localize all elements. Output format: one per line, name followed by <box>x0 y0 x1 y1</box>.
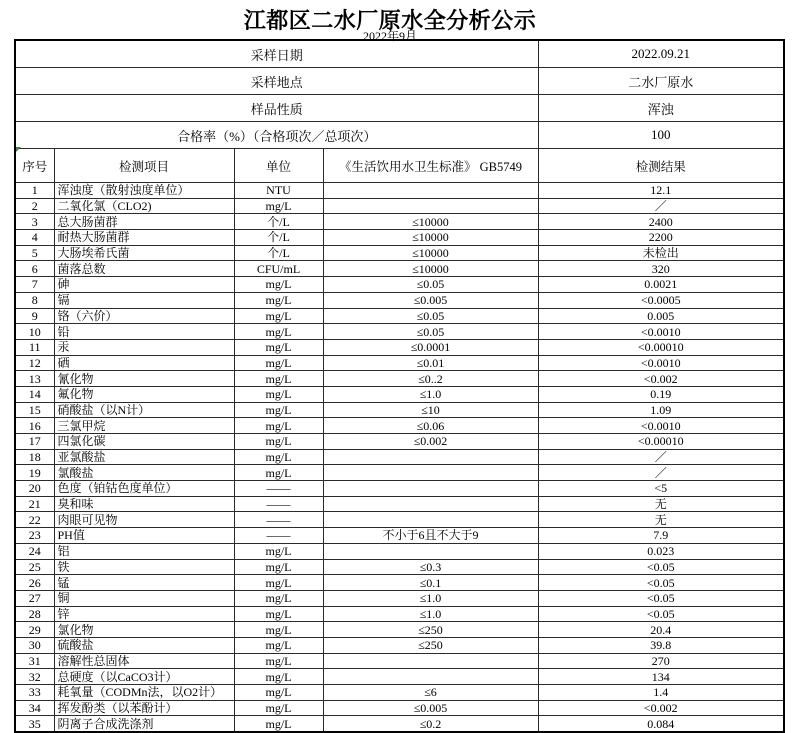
row-number-cell: 22 <box>15 512 54 528</box>
table-row <box>15 653 784 669</box>
row-number-cell: 8 <box>15 292 54 308</box>
item-cell: 硒 <box>54 355 234 371</box>
row-number-cell: 33 <box>15 685 54 701</box>
table-row <box>15 481 784 497</box>
unit-cell: mg/L <box>234 606 323 622</box>
table-row <box>15 418 784 434</box>
row-number-cell: 10 <box>15 324 54 340</box>
unit-cell: mg/L <box>234 590 323 606</box>
info-label: 采样日期 <box>15 40 538 68</box>
table-row <box>15 590 784 606</box>
result-cell: 0.0021 <box>538 277 784 293</box>
unit-cell: mg/L <box>234 653 323 669</box>
item-cell: 大肠埃希氏菌 <box>54 245 234 261</box>
standard-cell: ≤250 <box>323 622 538 638</box>
item-cell: 挥发酚类（以苯酚计） <box>54 700 234 716</box>
item-cell: 色度（铂钴色度单位） <box>54 481 234 497</box>
result-cell: 无 <box>538 512 784 528</box>
table-row <box>15 575 784 591</box>
result-cell: 1.09 <box>538 402 784 418</box>
standard-cell: ≤0.1 <box>323 575 538 591</box>
row-number-cell: 1 <box>15 183 54 199</box>
table-row <box>15 277 784 293</box>
unit-cell: mg/L <box>234 402 323 418</box>
table-row <box>15 512 784 528</box>
table-row <box>15 606 784 622</box>
row-number-cell: 3 <box>15 214 54 230</box>
row-number-cell: 20 <box>15 481 54 497</box>
result-cell: 39.8 <box>538 637 784 653</box>
row-number-cell: 28 <box>15 606 54 622</box>
table-row <box>15 386 784 402</box>
row-number-cell: 13 <box>15 371 54 387</box>
table-row <box>15 402 784 418</box>
unit-cell: 个/L <box>234 230 323 246</box>
row-number-cell: 16 <box>15 418 54 434</box>
result-cell: 7.9 <box>538 528 784 544</box>
table-row <box>15 622 784 638</box>
item-cell: 铁 <box>54 559 234 575</box>
item-cell: 耗氧量（CODMn法，以O2计） <box>54 685 234 701</box>
unit-cell: mg/L <box>234 386 323 402</box>
result-cell: <0.05 <box>538 559 784 575</box>
standard-cell: ≤0..2 <box>323 371 538 387</box>
unit-cell: —— <box>234 528 323 544</box>
row-number-cell: 15 <box>15 402 54 418</box>
table-row <box>15 559 784 575</box>
standard-cell: ≤0.0001 <box>323 339 538 355</box>
row-number-cell: 11 <box>15 339 54 355</box>
standard-cell: ≤0.05 <box>323 324 538 340</box>
standard-cell: ≤10000 <box>323 245 538 261</box>
result-cell: <0.0010 <box>538 355 784 371</box>
row-number-cell: 23 <box>15 528 54 544</box>
unit-cell: mg/L <box>234 277 323 293</box>
col-header-result: 检测结果 <box>538 149 784 183</box>
info-value: 浑浊 <box>538 95 784 122</box>
item-cell: 硝酸盐（以N计） <box>54 402 234 418</box>
standard-cell: ≤6 <box>323 685 538 701</box>
unit-cell: —— <box>234 496 323 512</box>
standard-cell: ≤0.06 <box>323 418 538 434</box>
table-row <box>15 449 784 465</box>
row-number-cell: 25 <box>15 559 54 575</box>
item-cell: 铝 <box>54 543 234 559</box>
row-number-cell: 32 <box>15 669 54 685</box>
unit-cell: mg/L <box>234 434 323 450</box>
standard-cell: ≤1.0 <box>323 386 538 402</box>
result-cell: ／ <box>538 465 784 481</box>
row-number-cell: 26 <box>15 575 54 591</box>
unit-cell: mg/L <box>234 685 323 701</box>
standard-cell <box>323 496 538 512</box>
info-section <box>15 40 784 149</box>
col-header-unit: 单位 <box>234 149 323 183</box>
standard-cell: ≤10000 <box>323 214 538 230</box>
result-cell: 20.4 <box>538 622 784 638</box>
unit-cell: 个/L <box>234 245 323 261</box>
row-number-cell: 18 <box>15 449 54 465</box>
result-cell: 12.1 <box>538 183 784 199</box>
item-cell: 氟化物 <box>54 386 234 402</box>
table-row <box>15 292 784 308</box>
item-cell: 浑浊度（散射浊度单位） <box>54 183 234 199</box>
standard-cell: ≤0.05 <box>323 277 538 293</box>
unit-cell: mg/L <box>234 543 323 559</box>
item-cell: 锌 <box>54 606 234 622</box>
result-cell: <0.0010 <box>538 418 784 434</box>
table-row <box>15 528 784 544</box>
item-cell: PH值 <box>54 528 234 544</box>
column-header-row <box>15 149 784 183</box>
unit-cell: mg/L <box>234 700 323 716</box>
result-cell: <0.05 <box>538 590 784 606</box>
row-number-cell: 31 <box>15 653 54 669</box>
standard-cell: ≤0.01 <box>323 355 538 371</box>
row-number-cell: 24 <box>15 543 54 559</box>
table-row <box>15 339 784 355</box>
table-row <box>15 261 784 277</box>
column-header-section <box>15 149 784 183</box>
row-number-cell: 12 <box>15 355 54 371</box>
table-row <box>15 543 784 559</box>
result-cell: 2200 <box>538 230 784 246</box>
standard-cell <box>323 183 538 199</box>
item-cell: 总大肠菌群 <box>54 214 234 230</box>
col-header-standard: 《生活饮用水卫生标准》 GB5749 <box>323 149 538 183</box>
table-row <box>15 308 784 324</box>
table-row <box>15 324 784 340</box>
col-header-item: 检测项目 <box>54 149 234 183</box>
standard-cell: ≤0.3 <box>323 559 538 575</box>
row-number-cell: 5 <box>15 245 54 261</box>
row-number-cell: 34 <box>15 700 54 716</box>
table-row <box>15 183 784 199</box>
row-number-cell: 19 <box>15 465 54 481</box>
item-cell: 溶解性总固体 <box>54 653 234 669</box>
item-cell: 镉 <box>54 292 234 308</box>
table-row <box>15 198 784 214</box>
standard-cell: ≤250 <box>323 637 538 653</box>
standard-cell: ≤10 <box>323 402 538 418</box>
result-cell: 2400 <box>538 214 784 230</box>
table-row <box>15 434 784 450</box>
row-number-cell: 7 <box>15 277 54 293</box>
result-cell: <0.0010 <box>538 324 784 340</box>
item-cell: 阴离子合成洗涤剂 <box>54 716 234 732</box>
result-cell: <0.002 <box>538 371 784 387</box>
table-row <box>15 496 784 512</box>
row-number-cell: 21 <box>15 496 54 512</box>
standard-cell <box>323 543 538 559</box>
cell-corner-marker-icon <box>16 147 21 152</box>
page-subtitle: 2022年9月 <box>362 29 417 43</box>
result-cell: 0.19 <box>538 386 784 402</box>
unit-cell: mg/L <box>234 669 323 685</box>
table-row <box>15 669 784 685</box>
table-row <box>15 214 784 230</box>
unit-cell: NTU <box>234 183 323 199</box>
item-cell: 菌落总数 <box>54 261 234 277</box>
unit-cell: —— <box>234 481 323 497</box>
unit-cell: mg/L <box>234 308 323 324</box>
item-cell: 铅 <box>54 324 234 340</box>
row-number-cell: 35 <box>15 716 54 732</box>
item-cell: 铬（六价） <box>54 308 234 324</box>
result-cell: 无 <box>538 496 784 512</box>
table-row <box>15 245 784 261</box>
result-cell: <0.05 <box>538 606 784 622</box>
result-cell: 0.084 <box>538 716 784 732</box>
table-row <box>15 465 784 481</box>
unit-cell: mg/L <box>234 449 323 465</box>
standard-cell <box>323 512 538 528</box>
item-cell: 锰 <box>54 575 234 591</box>
unit-cell: mg/L <box>234 324 323 340</box>
item-cell: 肉眼可见物 <box>54 512 234 528</box>
table-row <box>15 230 784 246</box>
standard-cell <box>323 669 538 685</box>
col-header-no: 序号 <box>15 149 54 183</box>
info-label: 合格率（%）（合格项次／总项次） <box>15 122 538 149</box>
page-title: 江都区二水厂原水全分析公示 <box>243 8 537 33</box>
row-number-cell: 17 <box>15 434 54 450</box>
unit-cell: mg/L <box>234 465 323 481</box>
info-value: 2022.09.21 <box>538 40 784 68</box>
table-row <box>15 355 784 371</box>
unit-cell: —— <box>234 512 323 528</box>
standard-cell: ≤1.0 <box>323 606 538 622</box>
result-cell: <0.05 <box>538 575 784 591</box>
result-cell: ／ <box>538 449 784 465</box>
result-cell: <0.002 <box>538 700 784 716</box>
table-row <box>15 371 784 387</box>
standard-cell <box>323 481 538 497</box>
item-cell: 二氧化氯（CLO2) <box>54 198 234 214</box>
standard-cell: ≤0.2 <box>323 716 538 732</box>
result-cell: 1.4 <box>538 685 784 701</box>
result-cell: 未检出 <box>538 245 784 261</box>
info-label: 采样地点 <box>15 68 538 95</box>
standard-cell: ≤0.05 <box>323 308 538 324</box>
item-cell: 汞 <box>54 339 234 355</box>
unit-cell: mg/L <box>234 355 323 371</box>
table-row <box>15 700 784 716</box>
standard-cell <box>323 653 538 669</box>
result-cell: <0.0005 <box>538 292 784 308</box>
result-cell: 0.005 <box>538 308 784 324</box>
result-cell: 320 <box>538 261 784 277</box>
row-number-cell: 6 <box>15 261 54 277</box>
row-number-cell: 30 <box>15 637 54 653</box>
unit-cell: mg/L <box>234 559 323 575</box>
table-row <box>15 637 784 653</box>
unit-cell: mg/L <box>234 292 323 308</box>
result-cell: <0.00010 <box>538 434 784 450</box>
row-number-cell: 29 <box>15 622 54 638</box>
info-label: 样品性质 <box>15 95 538 122</box>
table-row <box>15 716 784 732</box>
standard-cell <box>323 449 538 465</box>
unit-cell: mg/L <box>234 716 323 732</box>
item-cell: 耐热大肠菌群 <box>54 230 234 246</box>
data-section <box>15 183 784 733</box>
unit-cell: mg/L <box>234 198 323 214</box>
unit-cell: 个/L <box>234 214 323 230</box>
result-cell: 134 <box>538 669 784 685</box>
info-value: 100 <box>538 122 784 149</box>
row-number-cell: 9 <box>15 308 54 324</box>
unit-cell: mg/L <box>234 637 323 653</box>
item-cell: 硫酸盐 <box>54 637 234 653</box>
result-cell: <5 <box>538 481 784 497</box>
row-number-cell: 2 <box>15 198 54 214</box>
result-cell: ／ <box>538 198 784 214</box>
unit-cell: mg/L <box>234 371 323 387</box>
standard-cell: 不小于6且不大于9 <box>323 528 538 544</box>
table-row <box>15 685 784 701</box>
unit-cell: mg/L <box>234 418 323 434</box>
standard-cell: ≤0.005 <box>323 292 538 308</box>
standard-cell <box>323 465 538 481</box>
item-cell: 臭和味 <box>54 496 234 512</box>
item-cell: 氰化物 <box>54 371 234 387</box>
info-row <box>15 95 784 122</box>
item-cell: 亚氯酸盐 <box>54 449 234 465</box>
unit-cell: mg/L <box>234 622 323 638</box>
item-cell: 砷 <box>54 277 234 293</box>
standard-cell: ≤10000 <box>323 261 538 277</box>
item-cell: 氯化物 <box>54 622 234 638</box>
info-value: 二水厂原水 <box>538 68 784 95</box>
item-cell: 三氯甲烷 <box>54 418 234 434</box>
row-number-cell: 27 <box>15 590 54 606</box>
item-cell: 四氯化碳 <box>54 434 234 450</box>
result-cell: <0.00010 <box>538 339 784 355</box>
info-row <box>15 68 784 95</box>
item-cell: 氯酸盐 <box>54 465 234 481</box>
unit-cell: mg/L <box>234 575 323 591</box>
standard-cell: ≤0.005 <box>323 700 538 716</box>
result-cell: 0.023 <box>538 543 784 559</box>
analysis-table <box>14 39 785 733</box>
unit-cell: CFU/mL <box>234 261 323 277</box>
standard-cell: ≤1.0 <box>323 590 538 606</box>
standard-cell <box>323 198 538 214</box>
row-number-cell: 4 <box>15 230 54 246</box>
item-cell: 铜 <box>54 590 234 606</box>
item-cell: 总硬度（以CaCO3计） <box>54 669 234 685</box>
info-row <box>15 40 784 68</box>
info-row <box>15 122 784 149</box>
result-cell: 270 <box>538 653 784 669</box>
standard-cell: ≤0.002 <box>323 434 538 450</box>
standard-cell: ≤10000 <box>323 230 538 246</box>
unit-cell: mg/L <box>234 339 323 355</box>
row-number-cell: 14 <box>15 386 54 402</box>
